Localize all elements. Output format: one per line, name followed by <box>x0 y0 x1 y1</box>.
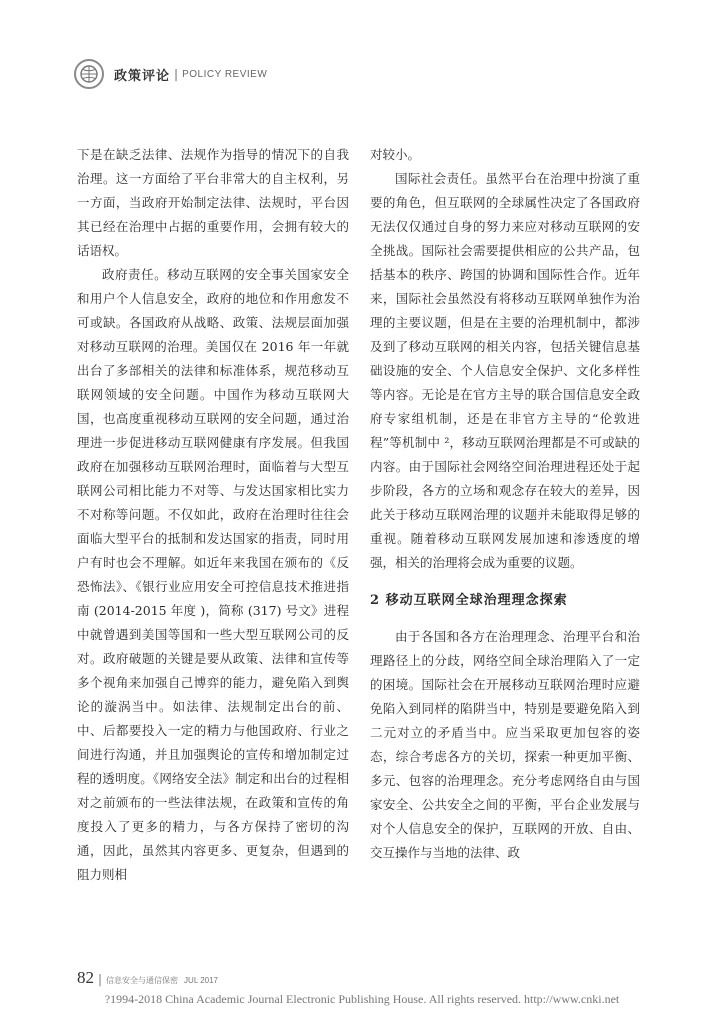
footer-separator: | <box>98 972 103 986</box>
page-header <box>74 56 374 92</box>
header-separator: | <box>174 67 179 81</box>
right-column <box>370 143 640 865</box>
journal-date: JUL 2017 <box>184 976 218 985</box>
header-title: 政策评论 <box>114 68 171 84</box>
left-paragraph-1: 下是在缺乏法律、法规作为指导的情况下的自我治理。这一方面给了平台非常大的自主权利，另一方面，当政府开始制定法律、法规时，平台因其已经在治理中占据的重要作用，会拥有较大的话语权。 <box>77 147 349 258</box>
right-paragraph-3: 由于各国和各方在治理理念、治理平台和治理路径上的分歧，网络空间全球治理陷入了一定的困境。国际社会在开展移动互联网治理时应避免陷入到同样的陷阱当中，特别是要避免陷入到二元对立的矛盾当中。应当采取更加包容的姿态，综合考虑各方的关切，探索一种更加平衡、多元、包容的治理理念。充分考虑网络自由与国家安全、公共安全之间的平衡，平台企业发展与对个人信息安全的保护，互联网的开放、自由、交互操作与当地的法律、政 <box>370 629 640 860</box>
left-paragraph-2: 政府责任。移动互联网的安全事关国家安全和用户个人信息安全，政府的地位和作用愈发不可或缺。各国政府从战略、政策、法规层面加强对移动互联网的治理。美国仅在 2016 年一年就出台了多部相关的法律和标准体系，规范移动互联网领域的安全问题。中国作为移动互联网大国，也高度重视移动互联网的安全问题，通过治理进一步促进移动互联网健康有序发展。但我国政府在加强移动互联网治理时，面临着与大型互联网公司相比能力不对等、与发达国家相比实力不对称等问题。不仅如此，政府在治理时往往会面临大型平台的抵制和发达国家的指责，同时用户有时也会不理解。如近年来我国在颁布的《反恐怖法》、《银行业应用安全可控信息技术推进指南 (2014-2015 年度 )，简称 (317) 号文》进程中就曾遇到美国等国和一些大型互联网公司的反对。政府破题的关键是要从政策、法律和宣传等多个视角来加强自己博弈的能力，避免陷入到舆论的漩涡当中。如法律、法规制定出台的前、中、后都要投入一定的精力与他国政府、行业之间进行沟通，并且加强舆论的宣传和增加制定过程的透明度。《网络安全法》制定和出台的过程相对之前颁布的一些法律法规，在政策和宣传的角度投入了更多的精力，与各方保持了密切的沟通，因此，虽然其内容更多、更复杂，但遇到的阻力则相 <box>77 267 349 882</box>
journal-logo-icon <box>74 59 104 89</box>
header-subtitle: POLICY REVIEW <box>182 68 268 80</box>
page-footer <box>77 968 218 988</box>
copyright-notice: ?1994-2018 China Academic Journal Electronic Publishing House. All rights reserved. http://www.cnki.net <box>104 992 620 1006</box>
right-paragraph-1: 对较小。 <box>370 147 421 162</box>
journal-name: 信息安全与通信保密 <box>106 976 179 985</box>
right-paragraph-2: 国际社会责任。虽然平台在治理中扮演了重要的角色，但互联网的全球属性决定了各国政府无法仅仅通过自身的努力来应对移动互联网的安全挑战。国际社会需要提供相应的公共产品，包括基本的秩序、跨国的协调和国际性合作。近年来，国际社会虽然没有将移动互联网单独作为治理的主要议题，但是在主要的治理机制中，都涉及到了移动互联网的相关内容，包括关键信息基础设施的安全、个人信息安全保护、文化多样性等内容。无论是在官方主导的联合国信息安全政府专家组机制，还是在非官方主导的“伦敦进程”等机制中 ²，移动互联网治理都是不可或缺的内容。由于国际社会网络空间治理进程还处于起步阶段，各方的立场和观念存在较大的差异，因此关于移动互联网治理的议题并未能取得足够的重视。随着移动互联网发展加速和渗透度的增强，相关的治理将会成为重要的议题。 <box>370 171 640 570</box>
left-column <box>77 143 349 887</box>
page-number: 82 <box>77 968 94 987</box>
section-heading: 2 移动互联网全球治理理念探索 <box>370 593 568 608</box>
